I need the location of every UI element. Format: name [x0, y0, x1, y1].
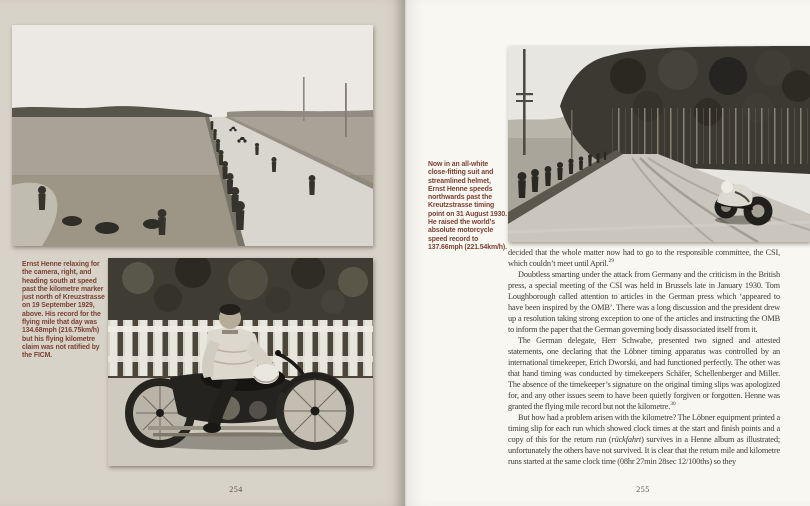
footnote-marker-30: 30: [670, 401, 676, 408]
photo-henne-portrait: [108, 258, 373, 466]
page-number-left: 254: [229, 485, 243, 494]
paragraph-4: [508, 412, 780, 467]
paragraph-1-text: decided that the whole matter now had to go to the responsible committee, the CSI, which couldn’t meet until April.: [508, 248, 780, 268]
italic-word-rueckfahrt: rückfahrt: [611, 435, 642, 444]
paragraph-3: [508, 335, 780, 412]
paragraph-1: [508, 247, 780, 269]
body-text: [508, 247, 780, 467]
photo-road-spectators: [12, 25, 373, 246]
paragraph-2: Doubtless smarting under the attack from Germany and the criticism in the British press, a special meeting of the CSI was held in Brussels late in January 1930. Tom Loughborough called attention to articles in the German press which ‘appeared to have been inspired by the OMB’. There was a long discussion and the president drew up a resolution taking strong exception to one of the articles and instructing the OMB to inform the paper that the German governing body disassociated itself from it.: [508, 270, 780, 334]
photo-henne-speed-run-art: [508, 46, 810, 242]
caption-right: Now in an all-white close-fitting suit and streamlined helmet, Ernst Henne speeds northwards past the Kreutzstrasse timing point on 31 August 1930. He raised the world’s absolute motorcycle speed record to 137.66mph (221.54km/h).: [428, 161, 507, 251]
page-number-right: 255: [636, 485, 650, 494]
footnote-marker-29: 29: [608, 258, 614, 265]
photo-henne-speed-run: [508, 46, 810, 242]
right-page: [405, 0, 810, 506]
caption-left: Ernst Henne relaxing for the camera, right, and heading south at speed past the kilometre marker just north of Kreuzstrasse on 19 September 1929, above. His record for the flying mile that day was 134.68mph (216.75km/h) but his flying kilometre claim was not ratified by the FICM.: [22, 261, 105, 360]
paragraph-4-text-a: But how had a problem arisen with the kilometre? The Löbner equipment printed a timing slip for each run which showed clock times at the start and finish points and a copy of this for the return run (: [508, 413, 780, 444]
photo-road-spectators-art: [12, 25, 373, 246]
paragraph-4-text-b: ) survives in a Henne album as illustrated; unfortunately the others have not survived. It is clear that the return mile and kilometre runs started at the same clock time (08hr 27min 28sec 12/100ths) so they: [508, 435, 780, 466]
paragraph-3-text: The German delegate, Herr Schwabe, presented two signed and attested statements, one declaring that the Löbner timing apparatus was controlled by an international timekeeper, Erich Dworski, and had functioned perfectly. The other was that hand timing was conducted by timekeepers Schäfer, Schellenberger and Miller. The absence of the timekeeper’s signature on the original timing slips was apologized for, and any other issues seem to have been quietly forgiven or forgotten. Henne was granted the flying mile record but not the kilometre.: [508, 336, 780, 411]
photo-henne-portrait-art: [108, 258, 373, 466]
